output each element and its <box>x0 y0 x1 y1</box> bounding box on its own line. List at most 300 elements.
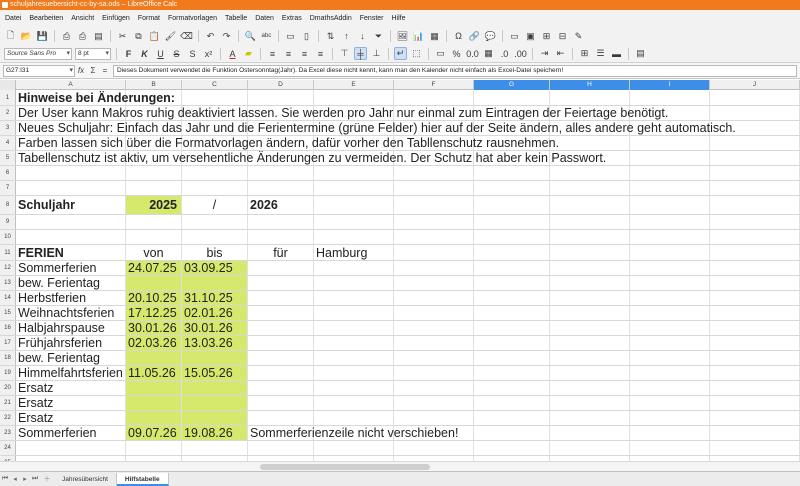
column-header-a[interactable]: A <box>16 80 126 90</box>
column-header-f[interactable]: F <box>394 80 474 90</box>
holiday-end-input[interactable]: 31.10.25 <box>182 291 248 305</box>
cell[interactable] <box>474 381 550 395</box>
cell[interactable] <box>630 351 710 365</box>
cell[interactable] <box>474 215 550 229</box>
menu-dmathsaddin[interactable]: DmathsAddin <box>309 15 352 22</box>
save-icon[interactable]: 💾 <box>36 30 49 41</box>
align-left-icon[interactable]: ≡ <box>269 48 276 59</box>
cell[interactable] <box>474 321 550 335</box>
cell[interactable] <box>550 276 630 290</box>
menu-einfuegen[interactable]: Einfügen <box>102 15 130 22</box>
sheet-tab-jahresuebersicht[interactable]: Jahresübersicht <box>54 473 117 486</box>
cell[interactable] <box>474 276 550 290</box>
row-header[interactable]: 3 <box>0 121 16 135</box>
row-header[interactable]: 6 <box>0 166 16 180</box>
cell[interactable] <box>394 276 474 290</box>
cell[interactable] <box>710 90 800 105</box>
cell[interactable] <box>126 215 182 229</box>
cell[interactable] <box>394 396 474 410</box>
cell[interactable] <box>710 411 800 425</box>
last-sheet-icon[interactable]: ⏭ <box>31 475 39 482</box>
cell[interactable] <box>394 336 474 350</box>
cell[interactable] <box>248 230 314 244</box>
align-right-icon[interactable]: ≡ <box>301 48 308 59</box>
formula-input[interactable]: Dieses Dokument verwendet die Funktion Ostersonntag(Jahr). Da Excel diese nicht kennt, kann man den Kalender nicht einfach als Excel-Datei speichern! <box>113 65 797 77</box>
underline-icon[interactable]: U <box>157 48 164 59</box>
menu-format[interactable]: Format <box>137 15 160 22</box>
cell[interactable] <box>630 321 710 335</box>
currency-format-icon[interactable]: ▭ <box>436 48 445 58</box>
add-decimal-icon[interactable]: .0 <box>500 48 509 59</box>
new-document-icon[interactable]: 🗋 <box>6 30 15 40</box>
font-color-icon[interactable]: A <box>229 48 236 59</box>
italic-icon[interactable]: K <box>141 48 148 59</box>
cell[interactable] <box>126 181 182 195</box>
cell[interactable] <box>710 351 800 365</box>
cell[interactable] <box>248 181 314 195</box>
export-pdf-icon[interactable]: ⎙ <box>62 30 71 41</box>
cell[interactable] <box>474 261 550 275</box>
cell[interactable] <box>474 245 550 260</box>
holiday-end-input[interactable]: 02.01.26 <box>182 306 248 320</box>
cell[interactable] <box>474 166 550 180</box>
cell[interactable] <box>710 426 800 440</box>
cell[interactable] <box>314 291 394 305</box>
cell[interactable] <box>710 441 800 455</box>
decrease-indent-icon[interactable]: ⇤ <box>556 48 565 58</box>
cell[interactable] <box>314 181 394 195</box>
cell[interactable] <box>630 215 710 229</box>
center-vertically-icon[interactable]: ╪ <box>354 47 367 60</box>
split-window-icon[interactable]: ⊟ <box>558 30 567 41</box>
cell[interactable] <box>126 441 182 455</box>
print-preview-icon[interactable]: ▤ <box>94 30 103 41</box>
cell[interactable] <box>630 230 710 244</box>
insert-image-icon[interactable]: 🖼 <box>396 30 409 41</box>
cell[interactable] <box>710 196 800 214</box>
cell[interactable] <box>630 306 710 320</box>
column-header-h[interactable]: H <box>550 80 630 90</box>
clear-formatting-icon[interactable]: ⌫ <box>180 30 193 41</box>
cell[interactable] <box>248 351 314 365</box>
cell[interactable] <box>474 351 550 365</box>
cell[interactable] <box>248 276 314 290</box>
cell[interactable] <box>314 306 394 320</box>
cell[interactable] <box>248 291 314 305</box>
cell[interactable] <box>474 230 550 244</box>
holiday-end-input[interactable] <box>182 411 248 425</box>
cell[interactable] <box>710 166 800 180</box>
cell[interactable] <box>394 90 474 105</box>
cell[interactable] <box>394 306 474 320</box>
cell[interactable] <box>248 411 314 425</box>
paste-icon[interactable]: 📋 <box>148 30 161 41</box>
align-center-icon[interactable]: ≡ <box>285 48 292 59</box>
school-year-start-input[interactable]: 2025 <box>126 196 182 214</box>
cell[interactable] <box>314 351 394 365</box>
menu-ansicht[interactable]: Ansicht <box>71 15 95 22</box>
holiday-start-input[interactable] <box>126 351 182 365</box>
cell[interactable] <box>182 166 248 180</box>
sort-icon[interactable]: ⇅ <box>326 30 335 41</box>
cell[interactable] <box>710 151 800 165</box>
sort-descending-icon[interactable]: ↓ <box>360 31 365 41</box>
cell[interactable] <box>248 396 314 410</box>
cell[interactable] <box>550 366 630 380</box>
cut-icon[interactable]: ✂ <box>118 30 127 41</box>
menu-daten[interactable]: Daten <box>255 15 274 22</box>
cell[interactable] <box>630 151 710 165</box>
cell[interactable] <box>710 106 800 120</box>
cell[interactable] <box>474 291 550 305</box>
border-style-icon[interactable]: ☰ <box>596 48 605 58</box>
align-bottom-icon[interactable]: ⊥ <box>372 48 381 58</box>
increase-indent-icon[interactable]: ⇥ <box>540 48 549 58</box>
cell[interactable] <box>248 215 314 229</box>
highlight-color-icon[interactable]: ▰ <box>245 48 252 58</box>
column-icon[interactable]: ▯ <box>304 30 309 41</box>
menu-hilfe[interactable]: Hilfe <box>391 15 406 22</box>
cell[interactable] <box>630 381 710 395</box>
delete-decimal-icon[interactable]: .00 <box>514 48 527 59</box>
insert-chart-icon[interactable]: 📊 <box>412 30 425 41</box>
clone-formatting-icon[interactable]: 🖌 <box>164 30 177 41</box>
row-header[interactable]: 18 <box>0 351 16 365</box>
row-header[interactable]: 17 <box>0 336 16 350</box>
cell[interactable] <box>550 306 630 320</box>
cell[interactable] <box>550 166 630 180</box>
cell[interactable] <box>16 441 126 455</box>
cell[interactable] <box>182 230 248 244</box>
state-value[interactable]: Hamburg <box>314 245 394 260</box>
autofilter-icon[interactable]: ⏷ <box>374 30 383 41</box>
cell[interactable] <box>314 396 394 410</box>
row-header[interactable]: 1 <box>0 90 16 105</box>
holiday-end-input[interactable] <box>182 351 248 365</box>
formula-icon[interactable]: = <box>102 66 108 75</box>
wrap-text-icon[interactable]: ↵ <box>394 47 407 60</box>
cell[interactable] <box>248 261 314 275</box>
define-print-area-icon[interactable]: ▣ <box>526 30 535 41</box>
cell[interactable] <box>630 136 710 150</box>
cell[interactable] <box>248 336 314 350</box>
row-header[interactable]: 21 <box>0 396 16 410</box>
cell[interactable] <box>630 426 710 440</box>
cell[interactable] <box>550 181 630 195</box>
align-top-icon[interactable]: ⊤ <box>340 48 349 58</box>
next-sheet-icon[interactable]: ▸ <box>23 476 27 483</box>
holiday-start-input[interactable] <box>126 276 182 290</box>
cell[interactable] <box>630 441 710 455</box>
cell[interactable] <box>550 230 630 244</box>
row-header[interactable]: 13 <box>0 276 16 290</box>
cell[interactable] <box>248 321 314 335</box>
row-header[interactable]: 11 <box>0 245 16 260</box>
cell[interactable] <box>474 336 550 350</box>
cell[interactable] <box>314 441 394 455</box>
cell[interactable] <box>394 196 474 214</box>
cell[interactable] <box>394 291 474 305</box>
row-header[interactable]: 12 <box>0 261 16 275</box>
cell-a2[interactable] <box>16 106 669 120</box>
cell[interactable] <box>248 381 314 395</box>
font-size-select[interactable]: 8 pt ▾ <box>75 48 111 60</box>
redo-icon[interactable]: ↷ <box>222 30 231 41</box>
column-header-d[interactable]: D <box>248 80 314 90</box>
cell[interactable] <box>314 166 394 180</box>
cell[interactable] <box>630 196 710 214</box>
row-header[interactable]: 23 <box>0 426 16 440</box>
sort-ascending-icon[interactable]: ↑ <box>344 31 349 41</box>
cell[interactable] <box>710 381 800 395</box>
cell[interactable] <box>550 411 630 425</box>
cell[interactable] <box>630 181 710 195</box>
previous-sheet-icon[interactable]: ◂ <box>13 476 17 483</box>
cell[interactable] <box>248 90 314 105</box>
holiday-start-input[interactable] <box>126 396 182 410</box>
cell[interactable] <box>126 166 182 180</box>
menu-extras[interactable]: Extras <box>281 15 302 22</box>
cell[interactable] <box>630 276 710 290</box>
cell[interactable] <box>710 276 800 290</box>
row-header[interactable]: 15 <box>0 306 16 320</box>
holiday-start-input[interactable]: 11.05.26 <box>126 366 182 380</box>
holiday-start-input[interactable]: 17.12.25 <box>126 306 182 320</box>
cell[interactable] <box>16 181 126 195</box>
find-replace-icon[interactable]: 🔍 <box>244 30 257 41</box>
hyperlink-icon[interactable]: 🔗 <box>468 30 481 41</box>
justify-icon[interactable]: ≡ <box>317 48 324 59</box>
row-header[interactable]: 9 <box>0 215 16 229</box>
holiday-start-input[interactable] <box>126 381 182 395</box>
cell[interactable] <box>710 136 800 150</box>
add-sheet-icon[interactable]: ＋ <box>43 476 51 483</box>
cell[interactable] <box>182 215 248 229</box>
holiday-end-input[interactable]: 13.03.26 <box>182 336 248 350</box>
cell[interactable] <box>710 245 800 260</box>
row-header[interactable]: 2 <box>0 106 16 120</box>
cell[interactable] <box>248 166 314 180</box>
row-header[interactable]: 16 <box>0 321 16 335</box>
cell[interactable] <box>248 306 314 320</box>
cell[interactable] <box>474 426 550 440</box>
holiday-end-input[interactable]: 19.08.26 <box>182 426 248 440</box>
cell-a5[interactable] <box>16 151 607 165</box>
cell[interactable] <box>394 351 474 365</box>
cell[interactable] <box>550 396 630 410</box>
cell[interactable] <box>550 196 630 214</box>
holiday-start-input[interactable]: 20.10.25 <box>126 291 182 305</box>
cell[interactable] <box>710 181 800 195</box>
cell[interactable] <box>550 336 630 350</box>
cell[interactable] <box>550 215 630 229</box>
cell[interactable] <box>630 90 710 105</box>
column-header-c[interactable]: C <box>182 80 248 90</box>
cell[interactable] <box>474 90 550 105</box>
cell[interactable] <box>248 441 314 455</box>
cell-a4[interactable] <box>16 136 560 150</box>
cell[interactable] <box>474 181 550 195</box>
cell[interactable] <box>314 196 394 214</box>
holiday-start-input[interactable]: 24.07.25 <box>126 261 182 275</box>
cell[interactable] <box>710 396 800 410</box>
print-icon[interactable]: ⎙ <box>78 30 87 41</box>
cell[interactable] <box>314 366 394 380</box>
row-header[interactable]: 19 <box>0 366 16 380</box>
cell[interactable] <box>630 291 710 305</box>
holiday-end-input[interactable]: 30.01.26 <box>182 321 248 335</box>
copy-icon[interactable]: ⧉ <box>135 30 142 41</box>
cell[interactable] <box>710 306 800 320</box>
cell[interactable] <box>550 291 630 305</box>
menu-datei[interactable]: Datei <box>5 15 22 22</box>
cell[interactable] <box>394 381 474 395</box>
sheet-tab-hilfstabelle[interactable]: Hilfstabelle <box>117 473 169 486</box>
row-header[interactable]: 4 <box>0 136 16 150</box>
cell[interactable] <box>474 411 550 425</box>
undo-icon[interactable]: ↶ <box>206 30 215 41</box>
row-header[interactable]: 7 <box>0 181 16 195</box>
cell[interactable] <box>550 136 630 150</box>
cell[interactable] <box>314 336 394 350</box>
holiday-start-input[interactable] <box>126 411 182 425</box>
cell[interactable] <box>550 321 630 335</box>
cell[interactable] <box>126 230 182 244</box>
cell[interactable] <box>394 411 474 425</box>
select-all-corner[interactable] <box>0 80 16 90</box>
cell[interactable] <box>394 181 474 195</box>
row-header[interactable]: 20 <box>0 381 16 395</box>
cell[interactable] <box>550 426 630 440</box>
cell[interactable] <box>710 230 800 244</box>
cell[interactable] <box>314 230 394 244</box>
cell[interactable] <box>16 215 126 229</box>
row-header[interactable]: 14 <box>0 291 16 305</box>
row-header[interactable]: 22 <box>0 411 16 425</box>
cell[interactable] <box>630 261 710 275</box>
cell[interactable] <box>630 166 710 180</box>
row-header[interactable]: 10 <box>0 230 16 244</box>
menu-tabelle[interactable]: Tabelle <box>225 15 248 22</box>
number-format-icon[interactable]: 0.0 <box>466 48 479 59</box>
borders-icon[interactable]: ⊞ <box>580 48 589 58</box>
holiday-start-input[interactable]: 09.07.26 <box>126 426 182 440</box>
cell[interactable] <box>550 90 630 105</box>
holiday-end-input[interactable] <box>182 396 248 410</box>
conditional-format-icon[interactable]: ▤ <box>636 48 645 58</box>
special-character-icon[interactable]: Ω <box>455 31 462 41</box>
cell[interactable] <box>710 291 800 305</box>
cell[interactable] <box>630 411 710 425</box>
cell[interactable] <box>182 181 248 195</box>
cell[interactable] <box>314 321 394 335</box>
sum-icon[interactable]: Σ <box>90 66 96 75</box>
pivot-table-icon[interactable]: ▦ <box>430 30 439 41</box>
cell[interactable] <box>394 230 474 244</box>
cell[interactable] <box>550 441 630 455</box>
row-icon[interactable]: ▭ <box>286 30 295 41</box>
cell[interactable] <box>314 381 394 395</box>
cell[interactable] <box>394 166 474 180</box>
merge-cells-icon[interactable]: ⬚ <box>412 48 421 58</box>
freeze-rows-columns-icon[interactable]: ⊞ <box>542 30 551 41</box>
name-box[interactable]: G27:I31 ▾ <box>3 65 75 77</box>
function-wizard-icon[interactable]: fx <box>77 66 85 75</box>
cell[interactable] <box>16 230 126 244</box>
show-draw-functions-icon[interactable]: ✎ <box>574 30 583 41</box>
open-folder-icon[interactable]: 📂 <box>20 30 33 41</box>
cell[interactable] <box>314 276 394 290</box>
cell[interactable] <box>474 441 550 455</box>
holiday-end-input[interactable] <box>182 381 248 395</box>
cell[interactable] <box>630 396 710 410</box>
cell[interactable] <box>248 366 314 380</box>
cell-a3[interactable] <box>16 121 736 135</box>
cell[interactable] <box>550 351 630 365</box>
menu-formatvorlagen[interactable]: Formatvorlagen <box>167 15 218 22</box>
cell[interactable] <box>550 381 630 395</box>
cell[interactable] <box>630 245 710 260</box>
cell[interactable] <box>394 261 474 275</box>
percent-format-icon[interactable]: % <box>452 48 461 59</box>
cell[interactable] <box>474 396 550 410</box>
cell[interactable] <box>710 215 800 229</box>
holiday-start-input[interactable]: 02.03.26 <box>126 336 182 350</box>
cell[interactable] <box>314 411 394 425</box>
column-header-g[interactable]: G <box>474 80 550 90</box>
row-header[interactable]: 24 <box>0 441 16 455</box>
cell[interactable] <box>16 166 126 180</box>
cell[interactable] <box>314 261 394 275</box>
cell[interactable] <box>710 336 800 350</box>
holiday-end-input[interactable]: 03.09.25 <box>182 261 248 275</box>
holiday-start-input[interactable]: 30.01.26 <box>126 321 182 335</box>
holiday-end-input[interactable]: 15.05.26 <box>182 366 248 380</box>
horizontal-scrollbar[interactable] <box>0 461 800 471</box>
cell[interactable] <box>182 441 248 455</box>
comment-icon[interactable]: 💬 <box>484 30 497 41</box>
first-sheet-icon[interactable]: ⏮ <box>1 475 9 482</box>
column-header-e[interactable]: E <box>314 80 394 90</box>
date-format-icon[interactable]: ▦ <box>484 48 493 58</box>
holiday-end-input[interactable] <box>182 276 248 290</box>
headers-footers-icon[interactable]: ▭ <box>510 30 519 41</box>
cell-a1[interactable] <box>16 90 175 105</box>
cell[interactable] <box>314 215 394 229</box>
column-header-b[interactable]: B <box>126 80 182 90</box>
cell[interactable] <box>474 196 550 214</box>
cell[interactable] <box>394 441 474 455</box>
cell[interactable] <box>550 261 630 275</box>
cell[interactable] <box>182 90 248 105</box>
superscript-icon[interactable]: x² <box>204 48 213 59</box>
strikethrough-icon[interactable]: S <box>173 48 180 59</box>
shadow-icon[interactable]: S <box>189 48 196 59</box>
cell-d23[interactable] <box>248 426 459 440</box>
column-header-j[interactable]: J <box>710 80 800 90</box>
cell[interactable] <box>394 321 474 335</box>
cell[interactable] <box>474 306 550 320</box>
cell[interactable] <box>630 366 710 380</box>
cell[interactable] <box>394 245 474 260</box>
cell[interactable] <box>630 336 710 350</box>
cell[interactable] <box>394 215 474 229</box>
column-header-i[interactable]: I <box>630 80 710 90</box>
cell[interactable] <box>550 245 630 260</box>
row-header[interactable]: 8 <box>0 196 16 214</box>
spelling-icon[interactable]: ᵃᵇᶜ <box>261 31 272 41</box>
bold-icon[interactable]: F <box>125 48 132 59</box>
